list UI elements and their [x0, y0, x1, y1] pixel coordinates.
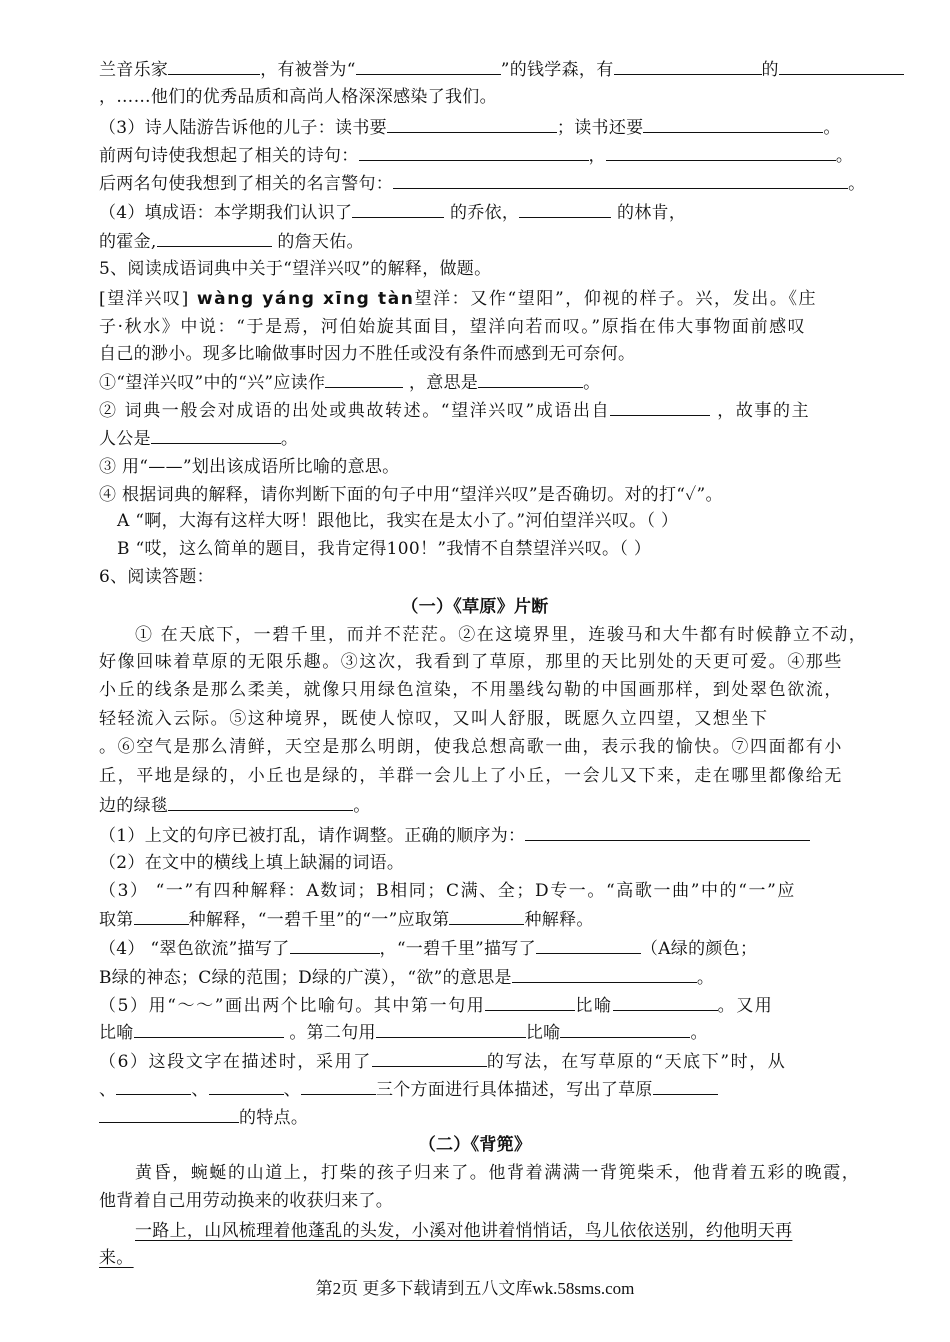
text-segment: 前两句诗使我想起了相关的诗句：	[99, 146, 359, 166]
text-line	[0, 1132, 950, 1158]
fill-blank[interactable]	[209, 1076, 284, 1095]
fill-blank[interactable]	[613, 992, 718, 1011]
fill-blank[interactable]	[512, 964, 697, 983]
text-segment: 6、阅读答题：	[99, 567, 214, 587]
text-segment: 5、阅读成语词典中关于“望洋兴叹”的解释，做题。	[99, 259, 492, 279]
text-line	[117, 508, 678, 534]
text-line	[99, 341, 635, 367]
text-segment: 的	[761, 60, 779, 80]
fill-blank[interactable]	[449, 906, 524, 925]
fill-blank[interactable]	[134, 1019, 284, 1038]
text-line	[99, 992, 773, 1019]
fill-blank[interactable]	[99, 1104, 239, 1123]
text-segment: 比喻	[99, 1023, 134, 1043]
fill-blank[interactable]	[134, 906, 189, 925]
text-line	[99, 706, 769, 732]
fill-blank[interactable]	[485, 992, 575, 1011]
fill-blank[interactable]	[519, 199, 611, 218]
fill-blank[interactable]	[560, 1019, 690, 1038]
fill-blank[interactable]	[779, 56, 904, 75]
fill-blank[interactable]	[352, 199, 444, 218]
fill-blank[interactable]	[168, 792, 353, 811]
text-segment: 小丘的线条是那么柔美，就像只用绿色渲染，不用墨线勾勒的中国画那样，到处翠色欲流，	[99, 680, 843, 700]
text-segment: ，有被誉为“	[260, 60, 356, 80]
text-segment: B绿的神态；C绿的范围；D绿的广漠），“欲”的意思是	[99, 968, 512, 988]
text-line	[99, 564, 214, 590]
text-segment: 。	[690, 1023, 708, 1043]
text-segment: 好像回味着草原的无限乐趣。③这次，我看到了草原，那里的天比别处的天更可爱。④那些	[99, 652, 843, 672]
text-segment: ，故事的主	[710, 401, 811, 421]
text-segment: 。⑥空气是那么清鲜，天空是那么明朗，使我总想高歌一曲，表示我的愉快。⑦四面都有小	[99, 737, 843, 757]
fill-blank[interactable]	[359, 142, 589, 161]
text-segment: ，	[588, 146, 606, 166]
text-line	[99, 256, 491, 282]
text-line	[99, 199, 686, 226]
text-line	[99, 792, 371, 819]
fill-blank[interactable]	[536, 935, 641, 954]
text-segment: ② 词典一般会对成语的出处或典故转述。“望洋兴叹”成语出自	[99, 401, 611, 421]
fill-blank[interactable]	[116, 1076, 191, 1095]
text-line	[117, 536, 651, 562]
page-footer: 第2页 更多下载请到五八文库wk.58sms.com	[315, 1279, 635, 1298]
text-segment: 后两名句使我想到了相关的名言警句：	[99, 174, 394, 194]
text-line	[99, 964, 714, 991]
text-segment: ，意思是	[403, 373, 479, 393]
text-line	[99, 935, 757, 962]
text-line	[99, 1076, 718, 1103]
fill-blank[interactable]	[393, 170, 848, 189]
text-segment: ”的钱学森，有	[500, 60, 614, 80]
text-segment: 丘，平地是绿的，小丘也是绿的，羊群一会儿上了小丘，一会儿又下来，走在哪里都像给无	[99, 766, 843, 786]
text-line	[99, 228, 364, 255]
text-segment: （6）这段文字在描述时，采用了	[99, 1052, 372, 1072]
text-line	[99, 1104, 308, 1131]
text-segment: （A绿的颜色；	[640, 939, 758, 959]
fill-blank[interactable]	[643, 114, 823, 133]
text-line	[99, 822, 810, 849]
text-segment: 的詹天佑。	[271, 232, 364, 252]
text-line	[135, 1160, 860, 1186]
fill-blank[interactable]	[356, 56, 501, 75]
text-segment: 比喻	[525, 1023, 561, 1043]
text-segment: 。第二句用	[283, 1023, 376, 1043]
text-segment: （1）上文的句序已被打乱，请作调整。正确的顺序为：	[99, 826, 526, 846]
text-segment: （二）《背篼》	[418, 1135, 532, 1155]
text-segment: （一）《草原》片断	[401, 597, 549, 617]
text-line	[99, 850, 404, 876]
text-segment: 三个方面进行具体描述，写出了草原	[375, 1080, 653, 1100]
text-segment: 望洋：又作“望阳”，仰视的样子。兴，发出。《庄	[414, 289, 818, 309]
fill-blank[interactable]	[387, 114, 557, 133]
text-segment: 的乔依，	[444, 203, 520, 223]
text-segment: ；读书还要	[556, 118, 644, 138]
text-segment: 。	[353, 796, 371, 816]
text-segment: 。	[835, 146, 854, 166]
text-line	[99, 1048, 786, 1075]
fill-blank[interactable]	[606, 142, 836, 161]
text-segment: 。又用	[717, 996, 774, 1016]
text-line	[99, 482, 723, 508]
text-line	[135, 1218, 792, 1244]
text-segment: ① 在天底下，一碧千里，而并不茫茫。②在这境界里，连骏马和大牛都有时候静立不动，	[135, 625, 868, 645]
text-segment: 取第	[99, 910, 134, 930]
fill-blank[interactable]	[325, 369, 403, 388]
text-segment: （5）用“～～”画出两个比喻句。其中第一句用	[99, 996, 486, 1016]
text-segment: A “啊，大海有这样大呀！跟他比，我实在是太小了。”河伯望洋兴叹。（ ）	[117, 511, 679, 531]
text-segment: 来。	[99, 1248, 134, 1268]
text-line	[99, 454, 400, 480]
fill-blank[interactable]	[614, 56, 762, 75]
fill-blank[interactable]	[653, 1076, 718, 1095]
text-segment: 。	[696, 968, 715, 988]
text-segment: 一路上，山风梳理着他蓬乱的头发，小溪对他讲着悄悄话，鸟儿依依送别，约他明天再	[135, 1221, 793, 1241]
text-segment: 他背着自己用劳动换来的收获归来了。	[99, 1191, 394, 1211]
text-segment: 。	[848, 174, 866, 194]
text-segment: ①“望洋兴叹”中的“兴”应读作	[99, 373, 326, 393]
text-line	[135, 622, 867, 648]
text-line	[99, 114, 841, 141]
text-line	[99, 1245, 134, 1271]
fill-blank[interactable]	[290, 935, 380, 954]
text-segment: ，……他们的优秀品质和高尚人格深深感染了我们。	[99, 87, 497, 107]
text-segment: 、	[191, 1080, 209, 1100]
text-segment: ④ 根据词典的解释，请你判断下面的句子中用“望洋兴叹”是否确切。对的打“✓”。	[99, 485, 723, 505]
text-segment: 种解释，“一碧千里”的“一”应取第	[188, 910, 450, 930]
text-segment: （4） “翠色欲流”描写了	[99, 939, 290, 959]
text-line	[99, 734, 843, 760]
fill-blank[interactable]	[376, 1019, 526, 1038]
text-segment: 的写法，在写草原的“天底下”时，从	[486, 1052, 787, 1072]
text-line	[99, 286, 817, 312]
text-line	[0, 594, 950, 620]
fill-blank[interactable]	[610, 397, 710, 416]
text-line	[99, 1188, 393, 1214]
text-line	[99, 56, 904, 83]
text-segment: 。	[823, 118, 841, 138]
text-segment: 比喻	[575, 996, 613, 1016]
text-segment: 人公是	[99, 429, 151, 449]
text-segment: 、	[99, 1080, 117, 1100]
text-segment: B “哎，这么简单的题目，我肯定得100！”我情不自禁望洋兴叹。（ ）	[117, 539, 652, 559]
text-line	[99, 314, 806, 340]
text-line	[99, 84, 497, 110]
text-segment: 。	[583, 373, 601, 393]
text-line	[99, 1019, 708, 1046]
text-line	[99, 369, 600, 396]
text-segment: 兰音乐家	[99, 60, 169, 80]
text-line	[99, 649, 843, 675]
text-line	[99, 425, 298, 452]
text-segment: ，“一碧千里”描写了	[379, 939, 536, 959]
text-segment: （2）在文中的横线上填上缺漏的词语。	[99, 853, 405, 873]
fill-blank[interactable]	[478, 369, 583, 388]
text-line	[99, 906, 594, 933]
text-segment: 子·秋水》中说：“于是焉，河伯始旋其面目，望洋向若而叹。”原指在伟大事物面前感叹	[99, 317, 807, 337]
fill-blank[interactable]	[525, 822, 810, 841]
fill-blank[interactable]	[151, 425, 281, 444]
text-segment: 自己的渺小。现多比喻做事时因力不胜任或没有条件而感到无可奈何。	[99, 344, 636, 364]
text-segment: （3） “一”有四种解释：A数词；B相同；C满、全；D专一。“高歌一曲”中的“一”应	[99, 881, 796, 901]
fill-blank[interactable]	[372, 1048, 487, 1067]
text-segment: 轻轻流入云际。⑤这种境界，既使人惊叹，又叫人舒服，既愿久立四望，又想坐下	[99, 709, 769, 729]
text-segment: ③ 用“——”划出该成语所比喻的意思。	[99, 457, 400, 477]
text-segment: 。	[280, 429, 299, 449]
text-segment: [望洋兴叹]	[99, 289, 197, 309]
fill-blank[interactable]	[301, 1076, 376, 1095]
text-segment: 的霍金,	[99, 232, 157, 252]
text-segment: 种解释。	[524, 910, 594, 930]
text-segment: （3）诗人陆游告诉他的儿子：读书要	[99, 118, 387, 138]
text-segment: 的特点。	[239, 1108, 309, 1128]
text-segment: wàng yáng xīng tàn	[196, 289, 415, 309]
text-segment: 的林肯，	[611, 203, 687, 223]
text-segment: （4）填成语：本学期我们认识了	[99, 203, 353, 223]
text-line	[99, 763, 843, 789]
text-line	[99, 170, 865, 197]
text-segment: 黄昏，蜿蜒的山道上，打柴的孩子归来了。他背着满满一背篼柴禾，他背着五彩的晚霞，	[135, 1163, 861, 1183]
text-line	[99, 677, 843, 703]
text-line	[99, 397, 810, 424]
text-segment: 、	[283, 1080, 301, 1100]
text-segment: 边的绿毯	[99, 796, 169, 816]
fill-blank[interactable]	[157, 228, 272, 247]
text-line	[99, 142, 853, 169]
text-line	[99, 878, 796, 904]
fill-blank[interactable]	[168, 56, 260, 75]
